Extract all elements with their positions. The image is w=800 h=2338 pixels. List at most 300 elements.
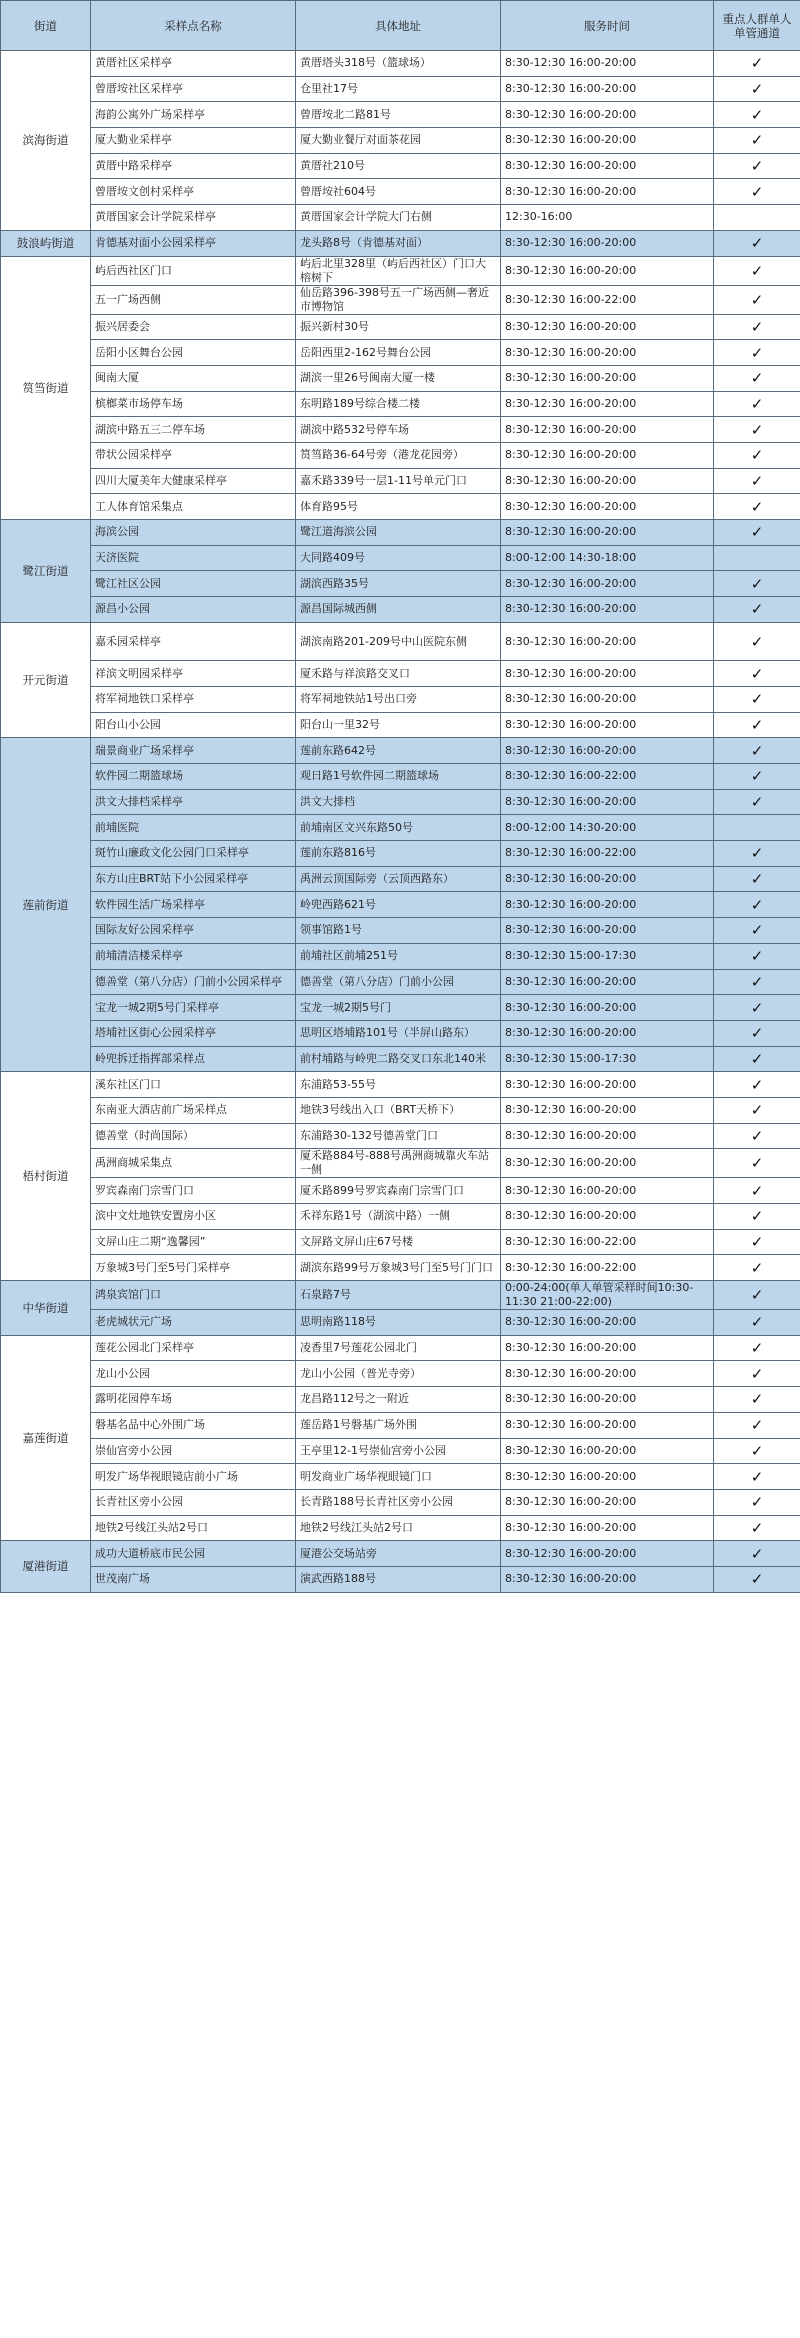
table-row bbox=[1, 712, 800, 738]
single-tube-channel-cell bbox=[714, 520, 800, 546]
checkmark-icon: ✓ bbox=[750, 947, 764, 966]
service-time-cell: 8:30-12:30 16:00-20:00 bbox=[501, 494, 714, 520]
address-cell: 厦大勤业餐厅对面茶花园 bbox=[296, 128, 501, 154]
single-tube-channel-cell bbox=[714, 943, 800, 969]
address-cell: 龙昌路112号之一附近 bbox=[296, 1387, 501, 1413]
address-cell: 东浦路53-55号 bbox=[296, 1072, 501, 1098]
service-time-cell: 8:30-12:30 16:00-20:00 bbox=[501, 686, 714, 712]
address-cell: 仙岳路396-398号五一广场西侧—奢近市博物馆 bbox=[296, 285, 501, 314]
address-cell: 振兴新村30号 bbox=[296, 314, 501, 340]
single-tube-channel-cell bbox=[714, 995, 800, 1021]
site-name-cell: 德善堂（第八分店）门前小公园采样亭 bbox=[91, 969, 296, 995]
single-tube-channel-cell bbox=[714, 789, 800, 815]
site-name-cell: 鸿泉宾馆门口 bbox=[91, 1281, 296, 1310]
table-row bbox=[1, 442, 800, 468]
site-name-cell: 罗宾森南门宗雪门口 bbox=[91, 1178, 296, 1204]
checkmark-icon: ✓ bbox=[750, 741, 764, 760]
single-tube-channel-cell bbox=[714, 1178, 800, 1204]
address-cell: 莲岳路1号磐基广场外围 bbox=[296, 1412, 501, 1438]
table-row bbox=[1, 815, 800, 841]
site-name-cell: 岳阳小区舞台公园 bbox=[91, 340, 296, 366]
address-cell: 王亭里12-1号崇仙宫旁小公园 bbox=[296, 1438, 501, 1464]
address-cell: 禾祥东路1号（湖滨中路）一侧 bbox=[296, 1204, 501, 1230]
single-tube-channel-cell bbox=[714, 76, 800, 102]
address-cell: 莲前东路642号 bbox=[296, 738, 501, 764]
site-name-cell: 湖滨中路五三二停车场 bbox=[91, 417, 296, 443]
table-row bbox=[1, 661, 800, 687]
checkmark-icon: ✓ bbox=[750, 1518, 764, 1537]
checkmark-icon: ✓ bbox=[750, 1570, 764, 1589]
address-cell: 德善堂（第八分店）门前小公园 bbox=[296, 969, 501, 995]
table-row bbox=[1, 391, 800, 417]
site-name-cell: 磐基名品中心外围广场 bbox=[91, 1412, 296, 1438]
single-tube-channel-cell bbox=[714, 764, 800, 790]
single-tube-channel-cell bbox=[714, 597, 800, 623]
checkmark-icon: ✓ bbox=[750, 1441, 764, 1460]
address-cell: 体育路95号 bbox=[296, 494, 501, 520]
single-tube-channel-cell bbox=[714, 738, 800, 764]
single-tube-channel-cell bbox=[714, 153, 800, 179]
address-cell: 湖滨西路35号 bbox=[296, 571, 501, 597]
single-tube-channel-cell bbox=[714, 128, 800, 154]
site-name-cell: 屿后西社区门口 bbox=[91, 256, 296, 285]
checkmark-icon: ✓ bbox=[750, 600, 764, 619]
address-cell: 曾厝垵社604号 bbox=[296, 179, 501, 205]
service-time-cell: 8:30-12:30 16:00-20:00 bbox=[501, 1204, 714, 1230]
service-time-cell: 8:30-12:30 16:00-20:00 bbox=[501, 1566, 714, 1592]
address-cell: 前埔社区前埔251号 bbox=[296, 943, 501, 969]
site-name-cell: 海滨公园 bbox=[91, 520, 296, 546]
address-cell: 厦港公交场站旁 bbox=[296, 1541, 501, 1567]
checkmark-icon: ✓ bbox=[750, 317, 764, 336]
service-time-cell: 8:30-12:30 16:00-20:00 bbox=[501, 340, 714, 366]
checkmark-icon: ✓ bbox=[750, 1313, 764, 1332]
address-cell: 前村埔路与岭兜二路交叉口东北140米 bbox=[296, 1046, 501, 1072]
district-name: 开元街道 bbox=[1, 622, 91, 738]
table-row bbox=[1, 417, 800, 443]
single-tube-channel-cell bbox=[714, 1541, 800, 1567]
service-time-cell: 8:30-12:30 16:00-20:00 bbox=[501, 597, 714, 623]
site-name-cell: 四川大厦美年大健康采样亭 bbox=[91, 468, 296, 494]
address-cell: 厦禾路与祥滨路交叉口 bbox=[296, 661, 501, 687]
address-cell: 大同路409号 bbox=[296, 545, 501, 571]
single-tube-channel-cell bbox=[714, 1335, 800, 1361]
single-tube-channel-cell bbox=[714, 1566, 800, 1592]
service-time-cell: 8:30-12:30 16:00-20:00 bbox=[501, 661, 714, 687]
single-tube-channel-cell bbox=[714, 442, 800, 468]
single-tube-channel-cell bbox=[714, 314, 800, 340]
checkmark-icon: ✓ bbox=[750, 1049, 764, 1068]
service-time-cell: 8:30-12:30 16:00-20:00 bbox=[501, 571, 714, 597]
table-row bbox=[1, 918, 800, 944]
checkmark-icon: ✓ bbox=[750, 870, 764, 889]
address-cell: 凌香里7号莲花公园北门 bbox=[296, 1335, 501, 1361]
table-row bbox=[1, 1097, 800, 1123]
service-time-cell: 8:30-12:30 16:00-20:00 bbox=[501, 314, 714, 340]
checkmark-icon: ✓ bbox=[750, 131, 764, 150]
table-row bbox=[1, 314, 800, 340]
site-name-cell: 塔埔社区街心公园采样亭 bbox=[91, 1020, 296, 1046]
service-time-cell: 8:30-12:30 16:00-20:00 bbox=[501, 1489, 714, 1515]
checkmark-icon: ✓ bbox=[750, 523, 764, 542]
district-name: 筼筜街道 bbox=[1, 256, 91, 520]
district-name: 梧村街道 bbox=[1, 1072, 91, 1281]
table-row bbox=[1, 340, 800, 366]
site-name-cell: 成功大道桥底市民公园 bbox=[91, 1541, 296, 1567]
checkmark-icon: ✓ bbox=[750, 895, 764, 914]
single-tube-channel-cell bbox=[714, 545, 800, 571]
service-time-cell: 8:30-12:30 16:00-20:00 bbox=[501, 128, 714, 154]
service-time-cell: 8:30-12:30 16:00-20:00 bbox=[501, 1149, 714, 1178]
address-cell: 鹭江道海滨公园 bbox=[296, 520, 501, 546]
checkmark-icon: ✓ bbox=[750, 369, 764, 388]
site-name-cell: 将军祠地铁口采样亭 bbox=[91, 686, 296, 712]
table-row bbox=[1, 892, 800, 918]
table-row bbox=[1, 764, 800, 790]
service-time-cell: 8:30-12:30 16:00-22:00 bbox=[501, 1229, 714, 1255]
address-cell: 禹洲云顶国际旁（云顶西路东） bbox=[296, 866, 501, 892]
service-time-cell: 8:30-12:30 16:00-20:00 bbox=[501, 1464, 714, 1490]
table-row bbox=[1, 520, 800, 546]
service-time-cell: 8:30-12:30 16:00-20:00 bbox=[501, 1387, 714, 1413]
address-cell: 曾厝垵北二路81号 bbox=[296, 102, 501, 128]
table-row bbox=[1, 1020, 800, 1046]
table-row bbox=[1, 1310, 800, 1336]
address-cell: 黄厝国家会计学院大门右侧 bbox=[296, 205, 501, 231]
site-name-cell: 明发广场华视眼镜店前小广场 bbox=[91, 1464, 296, 1490]
checkmark-icon: ✓ bbox=[750, 1075, 764, 1094]
table-row bbox=[1, 494, 800, 520]
site-name-cell: 黄厝国家会计学院采样亭 bbox=[91, 205, 296, 231]
checkmark-icon: ✓ bbox=[750, 105, 764, 124]
single-tube-channel-cell bbox=[714, 1438, 800, 1464]
service-time-cell: 8:30-12:30 16:00-20:00 bbox=[501, 1123, 714, 1149]
site-name-cell: 龙山小公园 bbox=[91, 1361, 296, 1387]
checkmark-icon: ✓ bbox=[750, 446, 764, 465]
table-row bbox=[1, 128, 800, 154]
checkmark-icon: ✓ bbox=[750, 471, 764, 490]
service-time-cell: 8:30-12:30 16:00-20:00 bbox=[501, 391, 714, 417]
checkmark-icon: ✓ bbox=[750, 1544, 764, 1563]
service-time-cell: 8:30-12:30 16:00-20:00 bbox=[501, 892, 714, 918]
checkmark-icon: ✓ bbox=[750, 1364, 764, 1383]
single-tube-channel-cell bbox=[714, 340, 800, 366]
table-row bbox=[1, 1361, 800, 1387]
site-name-cell: 瑞景商业广场采样亭 bbox=[91, 738, 296, 764]
checkmark-icon: ✓ bbox=[750, 1467, 764, 1486]
address-cell: 嘉禾路339号一层1-11号单元门口 bbox=[296, 468, 501, 494]
service-time-cell: 8:30-12:30 16:00-20:00 bbox=[501, 1020, 714, 1046]
address-cell: 黄厝塔头318号（篮球场） bbox=[296, 51, 501, 77]
address-cell: 将军祠地铁站1号出口旁 bbox=[296, 686, 501, 712]
single-tube-channel-cell bbox=[714, 417, 800, 443]
site-name-cell: 斑竹山廉政文化公园门口采样亭 bbox=[91, 841, 296, 867]
district-name: 厦港街道 bbox=[1, 1541, 91, 1592]
single-tube-channel-cell bbox=[714, 841, 800, 867]
table-row bbox=[1, 969, 800, 995]
single-tube-channel-cell bbox=[714, 256, 800, 285]
service-time-cell: 0:00-24:00(单人单管采样时间10:30-11:30 21:00-22:00) bbox=[501, 1281, 714, 1310]
site-name-cell: 祥滨文明园采样亭 bbox=[91, 661, 296, 687]
service-time-cell: 8:00-12:00 14:30-20:00 bbox=[501, 815, 714, 841]
checkmark-icon: ✓ bbox=[750, 1416, 764, 1435]
single-tube-channel-cell bbox=[714, 892, 800, 918]
site-name-cell: 前埔清洁楼采样亭 bbox=[91, 943, 296, 969]
service-time-cell: 8:30-12:30 16:00-20:00 bbox=[501, 1438, 714, 1464]
single-tube-channel-cell bbox=[714, 1464, 800, 1490]
checkmark-icon: ✓ bbox=[750, 497, 764, 516]
checkmark-icon: ✓ bbox=[750, 234, 764, 253]
site-name-cell: 崇仙宫旁小公园 bbox=[91, 1438, 296, 1464]
single-tube-channel-cell bbox=[714, 1123, 800, 1149]
site-name-cell: 万象城3号门至5号门采样亭 bbox=[91, 1255, 296, 1281]
service-time-cell: 8:30-12:30 16:00-20:00 bbox=[501, 1515, 714, 1541]
single-tube-channel-cell bbox=[714, 102, 800, 128]
address-cell: 厦禾路899号罗宾森南门宗雪门口 bbox=[296, 1178, 501, 1204]
site-name-cell: 莲花公园北门采样亭 bbox=[91, 1335, 296, 1361]
single-tube-channel-cell bbox=[714, 1281, 800, 1310]
service-time-cell: 8:30-12:30 16:00-20:00 bbox=[501, 1361, 714, 1387]
address-cell: 地铁3号线出入口（BRT天桥下） bbox=[296, 1097, 501, 1123]
single-tube-channel-cell bbox=[714, 686, 800, 712]
service-time-cell: 8:30-12:30 16:00-20:00 bbox=[501, 1097, 714, 1123]
site-name-cell: 长青社区旁小公园 bbox=[91, 1489, 296, 1515]
table-row bbox=[1, 1046, 800, 1072]
site-name-cell: 国际友好公园采样亭 bbox=[91, 918, 296, 944]
single-tube-channel-cell bbox=[714, 230, 800, 256]
address-cell: 厦禾路884号-888号禹洲商城靠火车站一侧 bbox=[296, 1149, 501, 1178]
table-row bbox=[1, 76, 800, 102]
site-name-cell: 禹洲商城采集点 bbox=[91, 1149, 296, 1178]
address-cell: 岭兜西路621号 bbox=[296, 892, 501, 918]
service-time-cell: 8:30-12:30 16:00-20:00 bbox=[501, 153, 714, 179]
checkmark-icon: ✓ bbox=[750, 1493, 764, 1512]
site-name-cell: 阳台山小公园 bbox=[91, 712, 296, 738]
checkmark-icon: ✓ bbox=[750, 793, 764, 812]
address-cell: 观日路1号软件园二期篮球场 bbox=[296, 764, 501, 790]
single-tube-channel-cell bbox=[714, 712, 800, 738]
single-tube-channel-cell bbox=[714, 622, 800, 661]
single-tube-channel-cell bbox=[714, 1387, 800, 1413]
address-cell: 仓里社17号 bbox=[296, 76, 501, 102]
site-name-cell: 嘉禾园采样亭 bbox=[91, 622, 296, 661]
site-name-cell: 槟榔菜市场停车场 bbox=[91, 391, 296, 417]
address-cell: 黄厝社210号 bbox=[296, 153, 501, 179]
address-cell: 莲前东路816号 bbox=[296, 841, 501, 867]
checkmark-icon: ✓ bbox=[750, 1390, 764, 1409]
service-time-cell: 8:30-12:30 16:00-20:00 bbox=[501, 738, 714, 764]
service-time-cell: 8:30-12:30 16:00-20:00 bbox=[501, 520, 714, 546]
single-tube-channel-cell bbox=[714, 1204, 800, 1230]
table-row bbox=[1, 1281, 800, 1310]
address-cell: 筼筜路36-64号旁（港龙花园旁） bbox=[296, 442, 501, 468]
site-name-cell: 厦大勤业采样亭 bbox=[91, 128, 296, 154]
address-cell: 湖滨东路99号万象城3号门至5号门门口 bbox=[296, 1255, 501, 1281]
single-tube-channel-cell bbox=[714, 1310, 800, 1336]
address-cell: 地铁2号线江头站2号口 bbox=[296, 1515, 501, 1541]
site-name-cell: 德善堂（时尚国际） bbox=[91, 1123, 296, 1149]
checkmark-icon: ✓ bbox=[750, 767, 764, 786]
site-name-cell: 老虎城状元广场 bbox=[91, 1310, 296, 1336]
address-cell: 龙头路8号（肯德基对面） bbox=[296, 230, 501, 256]
table-row bbox=[1, 1541, 800, 1567]
table-row bbox=[1, 571, 800, 597]
table-row bbox=[1, 205, 800, 231]
site-name-cell: 闽南大厦 bbox=[91, 365, 296, 391]
service-time-cell: 8:00-12:00 14:30-18:00 bbox=[501, 545, 714, 571]
table-row bbox=[1, 1255, 800, 1281]
table-row bbox=[1, 102, 800, 128]
table-row bbox=[1, 179, 800, 205]
service-time-cell: 8:30-12:30 16:00-20:00 bbox=[501, 1412, 714, 1438]
header-service-time: 服务时间 bbox=[501, 1, 714, 51]
address-cell: 东明路189号综合楼二楼 bbox=[296, 391, 501, 417]
site-name-cell: 文屏山庄二期“逸馨园” bbox=[91, 1229, 296, 1255]
checkmark-icon: ✓ bbox=[750, 1207, 764, 1226]
site-name-cell: 天济医院 bbox=[91, 545, 296, 571]
address-cell: 宝龙一城2期5号门 bbox=[296, 995, 501, 1021]
district-name: 鼓浪屿街道 bbox=[1, 230, 91, 256]
table-row bbox=[1, 1489, 800, 1515]
service-time-cell: 8:30-12:30 16:00-20:00 bbox=[501, 179, 714, 205]
district-name: 鹭江街道 bbox=[1, 520, 91, 623]
table-row bbox=[1, 738, 800, 764]
single-tube-channel-cell bbox=[714, 205, 800, 231]
site-name-cell: 宝龙一城2期5号门采样亭 bbox=[91, 995, 296, 1021]
site-name-cell: 岭兜拆迁指挥部采样点 bbox=[91, 1046, 296, 1072]
site-name-cell: 海韵公寓外广场采样亭 bbox=[91, 102, 296, 128]
table-row bbox=[1, 1123, 800, 1149]
checkmark-icon: ✓ bbox=[750, 715, 764, 734]
single-tube-channel-cell bbox=[714, 918, 800, 944]
site-name-cell: 工人体育馆采集点 bbox=[91, 494, 296, 520]
district-name: 滨海街道 bbox=[1, 51, 91, 231]
single-tube-channel-cell bbox=[714, 1046, 800, 1072]
single-tube-channel-cell bbox=[714, 1149, 800, 1178]
address-cell: 文屏路文屏山庄67号楼 bbox=[296, 1229, 501, 1255]
site-name-cell: 软件园生活广场采样亭 bbox=[91, 892, 296, 918]
address-cell: 东浦路30-132号德善堂门口 bbox=[296, 1123, 501, 1149]
site-name-cell: 洪文大排档采样亭 bbox=[91, 789, 296, 815]
single-tube-channel-cell bbox=[714, 815, 800, 841]
service-time-cell: 8:30-12:30 16:00-20:00 bbox=[501, 76, 714, 102]
table-row bbox=[1, 468, 800, 494]
service-time-cell: 8:30-12:30 15:00-17:30 bbox=[501, 1046, 714, 1072]
checkmark-icon: ✓ bbox=[750, 1126, 764, 1145]
single-tube-channel-cell bbox=[714, 51, 800, 77]
checkmark-icon: ✓ bbox=[750, 1233, 764, 1252]
single-tube-channel-cell bbox=[714, 1097, 800, 1123]
site-name-cell: 世茂南广场 bbox=[91, 1566, 296, 1592]
service-time-cell: 8:30-12:30 16:00-20:00 bbox=[501, 995, 714, 1021]
single-tube-channel-cell bbox=[714, 179, 800, 205]
service-time-cell: 8:30-12:30 16:00-20:00 bbox=[501, 789, 714, 815]
table-row bbox=[1, 1515, 800, 1541]
checkmark-icon: ✓ bbox=[750, 54, 764, 73]
service-time-cell: 8:30-12:30 16:00-20:00 bbox=[501, 442, 714, 468]
header-row bbox=[1, 1, 800, 51]
table-row bbox=[1, 1412, 800, 1438]
address-cell: 湖滨南路201-209号中山医院东侧 bbox=[296, 622, 501, 661]
single-tube-channel-cell bbox=[714, 1412, 800, 1438]
table-row bbox=[1, 51, 800, 77]
site-name-cell: 滨中文灶地铁安置房小区 bbox=[91, 1204, 296, 1230]
service-time-cell: 8:30-12:30 16:00-20:00 bbox=[501, 365, 714, 391]
address-cell: 前埔南区文兴东路50号 bbox=[296, 815, 501, 841]
single-tube-channel-cell bbox=[714, 1255, 800, 1281]
header-address: 具体地址 bbox=[296, 1, 501, 51]
service-time-cell: 8:30-12:30 16:00-20:00 bbox=[501, 622, 714, 661]
table-row bbox=[1, 597, 800, 623]
service-time-cell: 8:30-12:30 16:00-20:00 bbox=[501, 256, 714, 285]
table-row bbox=[1, 841, 800, 867]
address-cell: 湖滨中路532号停车场 bbox=[296, 417, 501, 443]
service-time-cell: 8:30-12:30 16:00-20:00 bbox=[501, 1072, 714, 1098]
checkmark-icon: ✓ bbox=[750, 1339, 764, 1358]
site-name-cell: 鹭江社区公园 bbox=[91, 571, 296, 597]
site-name-cell: 黄厝社区采样亭 bbox=[91, 51, 296, 77]
address-cell: 演武西路188号 bbox=[296, 1566, 501, 1592]
checkmark-icon: ✓ bbox=[750, 157, 764, 176]
checkmark-icon: ✓ bbox=[750, 574, 764, 593]
single-tube-channel-cell bbox=[714, 969, 800, 995]
service-time-cell: 8:30-12:30 16:00-22:00 bbox=[501, 1255, 714, 1281]
table-row bbox=[1, 1566, 800, 1592]
service-time-cell: 8:30-12:30 15:00-17:30 bbox=[501, 943, 714, 969]
address-cell: 龙山小公园（普光寺旁） bbox=[296, 1361, 501, 1387]
checkmark-icon: ✓ bbox=[750, 80, 764, 99]
address-cell: 思明区塔埔路101号（半屏山路东） bbox=[296, 1020, 501, 1046]
site-name-cell: 振兴居委会 bbox=[91, 314, 296, 340]
service-time-cell: 8:30-12:30 16:00-20:00 bbox=[501, 230, 714, 256]
district-name: 中华街道 bbox=[1, 1281, 91, 1336]
header-district: 街道 bbox=[1, 1, 91, 51]
checkmark-icon: ✓ bbox=[750, 1101, 764, 1120]
table-row bbox=[1, 1204, 800, 1230]
address-cell: 石泉路7号 bbox=[296, 1281, 501, 1310]
site-name-cell: 地铁2号线江头站2号口 bbox=[91, 1515, 296, 1541]
checkmark-icon: ✓ bbox=[750, 394, 764, 413]
service-time-cell: 8:30-12:30 16:00-20:00 bbox=[501, 102, 714, 128]
site-name-cell: 溪东社区门口 bbox=[91, 1072, 296, 1098]
single-tube-channel-cell bbox=[714, 571, 800, 597]
district-name: 嘉莲街道 bbox=[1, 1335, 91, 1541]
service-time-cell: 8:30-12:30 16:00-20:00 bbox=[501, 969, 714, 995]
table-row bbox=[1, 622, 800, 661]
checkmark-icon: ✓ bbox=[750, 632, 764, 651]
service-time-cell: 8:30-12:30 16:00-22:00 bbox=[501, 841, 714, 867]
site-name-cell: 东南亚大酒店前广场采样点 bbox=[91, 1097, 296, 1123]
service-time-cell: 8:30-12:30 16:00-20:00 bbox=[501, 1335, 714, 1361]
service-time-cell: 8:30-12:30 16:00-20:00 bbox=[501, 1310, 714, 1336]
checkmark-icon: ✓ bbox=[750, 972, 764, 991]
table-row bbox=[1, 1178, 800, 1204]
checkmark-icon: ✓ bbox=[750, 1258, 764, 1277]
address-cell: 岳阳西里2-162号舞台公园 bbox=[296, 340, 501, 366]
single-tube-channel-cell bbox=[714, 661, 800, 687]
table-row bbox=[1, 1464, 800, 1490]
checkmark-icon: ✓ bbox=[750, 690, 764, 709]
site-name-cell: 软件园二期篮球场 bbox=[91, 764, 296, 790]
checkmark-icon: ✓ bbox=[750, 290, 764, 309]
single-tube-channel-cell bbox=[714, 1072, 800, 1098]
site-name-cell: 肯德基对面小公园采样亭 bbox=[91, 230, 296, 256]
table-body bbox=[1, 51, 800, 1593]
site-name-cell: 东方山庄BRT站下小公园采样亭 bbox=[91, 866, 296, 892]
table-row bbox=[1, 1072, 800, 1098]
service-time-cell: 12:30-16:00 bbox=[501, 205, 714, 231]
service-time-cell: 8:30-12:30 16:00-22:00 bbox=[501, 764, 714, 790]
